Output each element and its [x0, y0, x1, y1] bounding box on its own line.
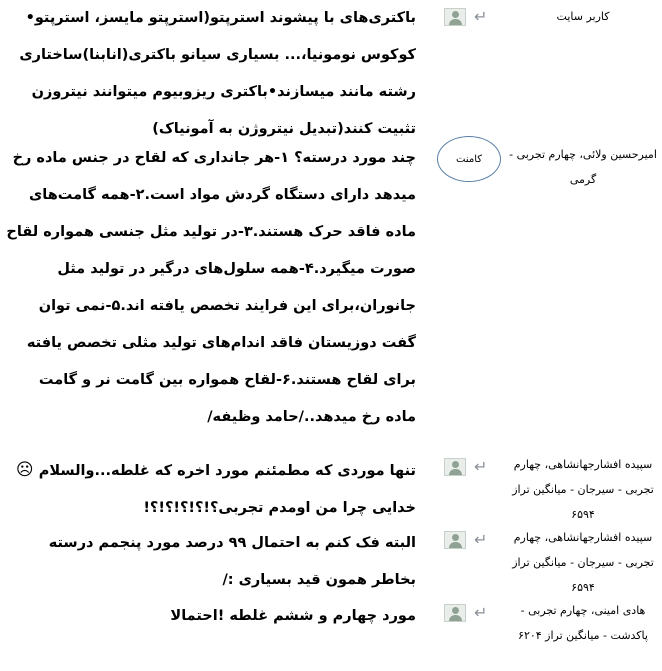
- reply-arrow-icon[interactable]: ↵: [474, 603, 488, 622]
- comment-author: سپیده افشارجهانشاهی، چهارم تجربی - سیرجان - میانگین تراز ۶۵۹۴: [512, 531, 654, 594]
- comment-text: مورد چهارم و ششم غلطه !احتمالا: [170, 608, 416, 624]
- comment-actions: [444, 6, 494, 26]
- comment-text-line: خدایی چرا من اومدم تجربی؟!؟!؟!؟!؟!: [143, 500, 416, 516]
- comment-author: امیرحسین ولائی، چهارم تجربی - گرمی: [509, 148, 657, 186]
- comment-author: سپیده افشارجهانشاهی، چهارم تجربی - سیرجان - میانگین تراز ۶۵۹۴: [512, 458, 654, 521]
- comment-text-line: تنها موردی که مطمئنم مورد اخره که غلطه...والسلام: [38, 463, 416, 479]
- user-avatar-icon: [444, 604, 466, 622]
- user-avatar-icon: [444, 458, 466, 476]
- comment-button[interactable]: کامنت: [437, 136, 501, 182]
- comment-text: [4, 452, 416, 527]
- reply-arrow-icon[interactable]: ↵: [474, 7, 488, 26]
- comment-actions: [444, 602, 494, 622]
- user-avatar-icon: [444, 531, 466, 549]
- comment-actions: [444, 529, 494, 549]
- reply-arrow-icon[interactable]: ↵: [474, 457, 488, 476]
- comment-text: چند مورد درسته؟ ۱-هر جانداری که لقاح در جنس ماده رخ میدهد دارای دستگاه گردش مواد است.۲-همه گامت‌های ماده فاقد حرک هستند.۳-در تولید مثل جنسی همواره لقاح صورت میگیرد.۴-همه سلول‌های درگیر در تولید مثل جانوران،برای این فرایند تخصص یافته اند.۵-نمی توان گفت دوزیستان فاقد اندام‌های تولید مثلی تخصص یافته برای لقاح هستند.۶-لقاح همواره بین گامت نر و گامت ماده رخ میدهد../حامد وظیفه/: [6, 150, 416, 425]
- comment-author: هادی امینی، چهارم تجربی - پاکدشت - میانگین تراز ۶۲۰۴: [518, 604, 648, 642]
- comment-text: البته فک کنم به احتمال ۹۹ درصد مورد پنجمم درسته بخاطر همون قید بسیاری :/: [48, 535, 416, 588]
- comment-author: کاربر سایت: [556, 10, 610, 23]
- sad-face-icon: ☹: [15, 460, 34, 480]
- comment-text: باکتری‌های با پیشوند استرپتو(استرپتو مایسز، استرپتو• کوکوس نومونیا،... بسیاری سیانو باکتری(انابنا)ساختاری رشته مانند میسازند•باکتری ریزوبیوم میتوانند نیتروزن تثبیت کنند(تبدیل نیتروژن به آمونیاک): [19, 10, 416, 137]
- comment-actions: [444, 456, 494, 476]
- user-avatar-icon: [444, 8, 466, 26]
- reply-arrow-icon[interactable]: ↵: [474, 530, 488, 549]
